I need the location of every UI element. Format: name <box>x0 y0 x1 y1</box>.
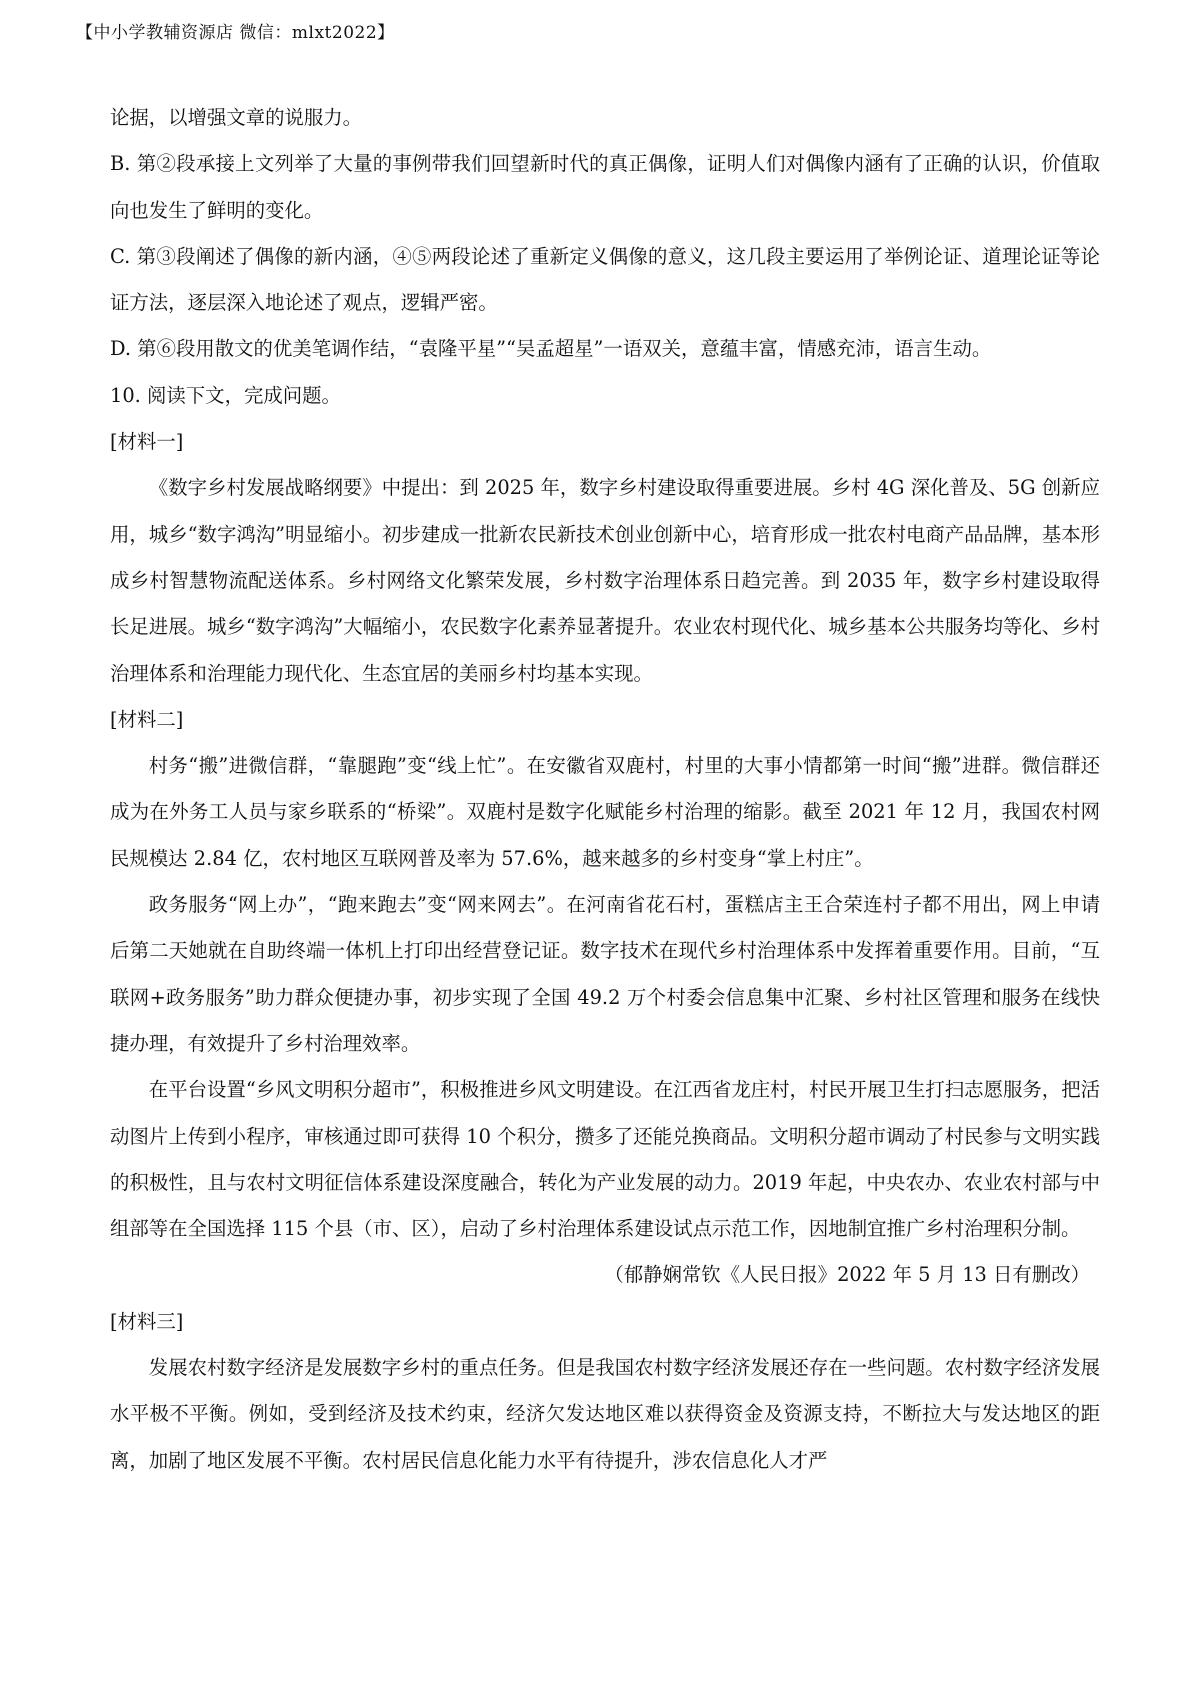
material-1-text: 《数字乡村发展战略纲要》中提出：到 2025 年，数字乡村建设取得重要进展。乡村 4G 深化普及、5G 创新应用，城乡“数字鸿沟”明显缩小。初步建成一批新农民新技术创业创新中心，培育形成一批农村电商产品品牌，基本形成乡村智慧物流配送体系。乡村网络文化繁荣发展，乡村数字治理体系日趋完善。到 2035 年，数字乡村建设取得长足进展。城乡“数字鸿沟”大幅缩小，农民数字化素养显著提升。农业农村现代化、城乡基本公共服务均等化、乡村治理体系和治理能力现代化、生态宜居的美丽乡村均基本实现。 <box>110 476 1100 685</box>
material-1-label: [材料一] <box>110 430 184 454</box>
material-2-paragraph-3: 在平台设置“乡风文明积分超市”，积极推进乡风文明建设。在江西省龙庄村，村民开展卫生打扫志愿服务，把活动图片上传到小程序，审核通过即可获得 10 个积分，攒多了还能兑换商品。文明积分超市调动了村民参与文明实践的积极性，且与农村文明征信体系建设深度融合，转化为产业发展的动力。2019 年起，中央农办、农业农村部与中组部等在全国选择 115 个县（市、区），启动了乡村治理体系建设试点示范工作，因地制宜推广乡村治理积分制。 <box>110 1078 1100 1241</box>
option-d: D. 第⑥段用散文的优美笔调作结，“袁隆平星”“吴孟超星”一语双关，意蕴丰富，情感充沛，语言生动。 <box>110 337 992 361</box>
option-c: C. 第③段阐述了偶像的新内涵，④⑤两段论述了重新定义偶像的意义，这几段主要运用了举例论证、道理论证等论证方法，逐层深入地论述了观点，逻辑严密。 <box>110 244 1100 315</box>
material-2-label: [材料二] <box>110 707 184 731</box>
material-2-source: （郁静娴常钦《人民日报》2022 年 5 月 13 日有删改） <box>604 1263 1090 1287</box>
material-3-label: [材料三] <box>110 1309 184 1333</box>
document-body <box>110 95 1100 1484</box>
material-2-paragraph-2: 政务服务“网上办”，“跑来跑去”变“网来网去”。在河南省花石村，蛋糕店主王合荣连村子都不用出，网上申请后第二天她就在自助终端一体机上打印出经营登记证。数字技术在现代乡村治理体系中发挥着重要作用。目前，“互联网+政务服务”助力群众便捷办事，初步实现了全国 49.2 万个村委会信息集中汇聚、乡村社区管理和服务在线快捷办理，有效提升了乡村治理效率。 <box>110 893 1100 1055</box>
paragraph-continuation: 论据，以增强文章的说服力。 <box>110 106 363 129</box>
material-3-text: 发展农村数字经济是发展数字乡村的重点任务。但是我国农村数字经济发展还存在一些问题。农村数字经济发展水平极不平衡。例如，受到经济及技术约束，经济欠发达地区难以获得资金及资源支持，不断拉大与发达地区的距离，加剧了地区发展不平衡。农村居民信息化能力水平有待提升，涉农信息化人才严 <box>110 1356 1100 1472</box>
question-10: 10. 阅读下文，完成问题。 <box>110 383 341 407</box>
option-b: B. 第②段承接上文列举了大量的事例带我们回望新时代的真正偶像，证明人们对偶像内涵有了正确的认识，价值取向也发生了鲜明的变化。 <box>110 152 1100 222</box>
page-header: 【中小学教辅资源店 微信：mlxt2022】 <box>76 23 395 43</box>
material-2-paragraph-1: 村务“搬”进微信群，“靠腿跑”变“线上忙”。在安徽省双鹿村，村里的大事小情都第一时间“搬”进群。微信群还成为在外务工人员与家乡联系的“桥梁”。双鹿村是数字化赋能乡村治理的缩影。截至 2021 年 12 月，我国农村网民规模达 2.84 亿，农村地区互联网普及率为 57.6%，越来越多的乡村变身“掌上村庄”。 <box>110 754 1100 870</box>
